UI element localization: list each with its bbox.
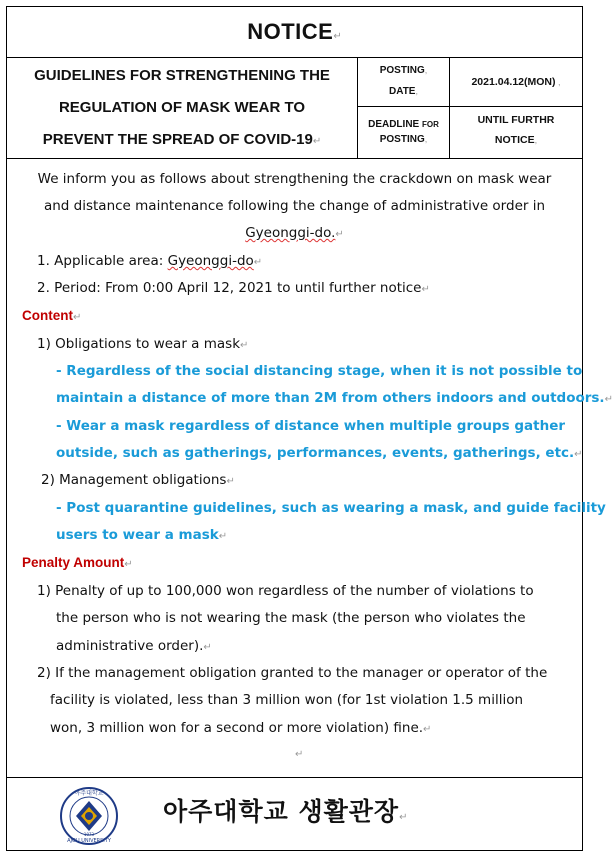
ajou-university-seal-icon: [59, 786, 119, 846]
obligation-1-heading: 1) Obligations to wear a mask↵: [37, 336, 249, 352]
penalty-2-text: 2) If the management obligation granted to the manager or operator of the: [37, 665, 548, 681]
deadline-value: UNTIL FURTHR NOTICE,: [477, 114, 555, 146]
notice-body: [7, 159, 613, 778]
obligation-1-text: outside, such as gatherings, performances, events, gatherings, etc.↵: [56, 445, 583, 461]
applicable-area: 1. Applicable area: Gyeonggi-do↵: [37, 253, 263, 269]
period: 2. Period: From 0:00 April 12, 2021 to until further notice↵: [37, 280, 430, 296]
guideline-line: GUIDELINES FOR STRENGTHENING THE: [34, 67, 330, 84]
svg-text:1973: 1973: [83, 832, 95, 837]
intro-line: We inform you as follows about strengthening the crackdown on mask wear: [37, 171, 552, 187]
posting-date-value: 2021.04.12(MON) ,: [450, 57, 582, 107]
penalty-2-text: won, 3 million won for a second or more violation) fine.↵: [50, 720, 432, 736]
penalty-2-text: facility is violated, less than 3 million won (for 1st violation 1.5 million: [50, 692, 524, 708]
svg-text:아주대학교: 아주대학교: [74, 790, 104, 797]
intro-line: Gyeonggi-do.↵: [245, 225, 344, 241]
penalty-heading: Penalty Amount↵: [22, 555, 133, 570]
penalty-1-text: administrative order).↵: [56, 638, 212, 654]
penalty-1-text: 1) Penalty of up to 100,000 won regardless of the number of violations to: [37, 583, 534, 599]
title-row: [7, 7, 582, 58]
obligation-2-heading: 2) Management obligations↵: [41, 472, 235, 488]
intro-line: and distance maintenance following the change of administrative order in: [43, 198, 546, 214]
header-table: [7, 57, 582, 159]
penalty-1-text: the person who is not wearing the mask (the person who violates the: [56, 610, 526, 626]
obligation-1-text: maintain a distance of more than 2M from others indoors and outdoors.↵: [56, 390, 613, 406]
footer: [7, 778, 582, 850]
deadline-label: DEADLINE FOR POSTING,: [358, 107, 450, 158]
obligation-2-text: users to wear a mask↵: [56, 527, 228, 543]
paragraph-mark: ↵: [295, 749, 304, 760]
guideline-title: [7, 57, 358, 158]
obligation-1-text: - Wear a mask regardless of distance when multiple groups gather: [56, 418, 566, 434]
paragraph-mark: ↵: [333, 31, 342, 42]
guideline-line: PREVENT THE SPREAD OF COVID-19↵: [42, 131, 322, 148]
posting-date-label: POSTING, DATE,: [358, 57, 450, 107]
content-heading: Content↵: [22, 308, 82, 323]
footer-organization: 아주대학교 생활관장↵: [163, 797, 409, 826]
svg-text:AJOU UNIVERSITY: AJOU UNIVERSITY: [67, 838, 111, 844]
guideline-line: REGULATION OF MASK WEAR TO: [58, 99, 306, 116]
notice-title: NOTICE: [247, 19, 334, 44]
notice-frame: [6, 6, 613, 851]
obligation-2-text: - Post quarantine guidelines, such as wearing a mask, and guide facility: [56, 500, 606, 516]
obligation-1-text: - Regardless of the social distancing stage, when it is not possible to: [56, 363, 583, 379]
